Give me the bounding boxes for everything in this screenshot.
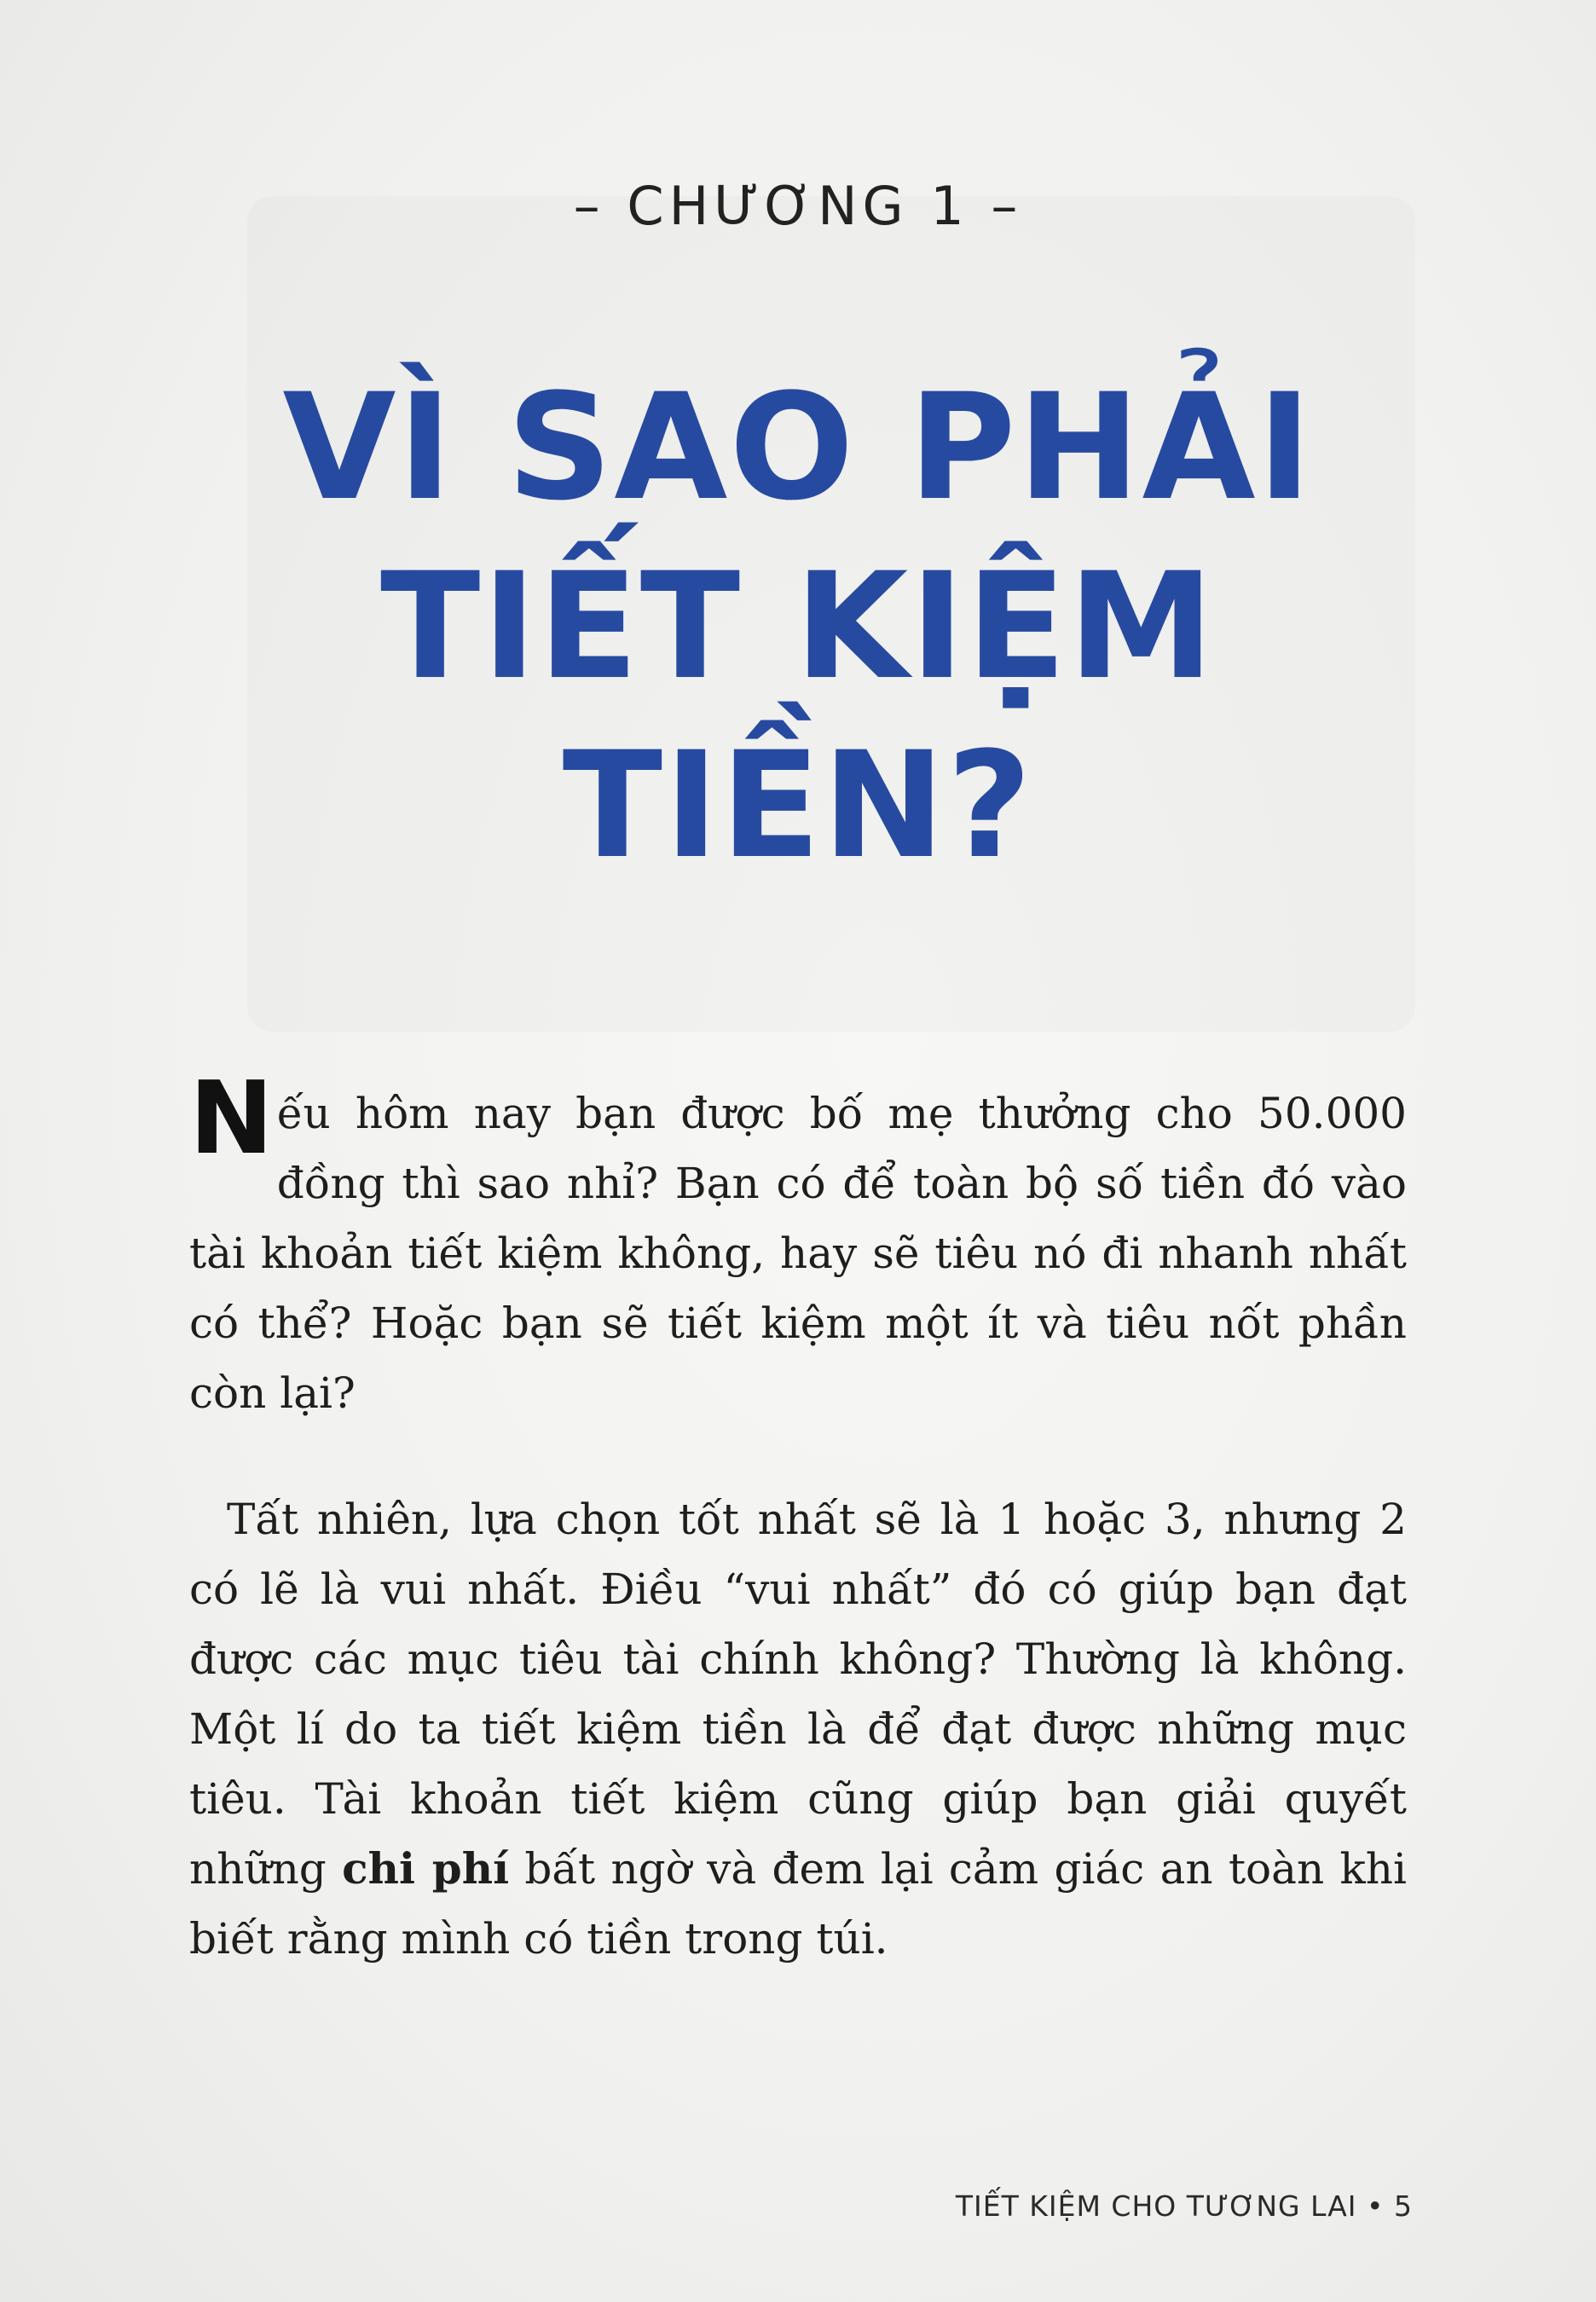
page-footer bbox=[956, 2189, 1413, 2223]
paragraph-2 bbox=[189, 1484, 1407, 1974]
page-number: 5 bbox=[1394, 2189, 1413, 2223]
footer-separator: • bbox=[1367, 2189, 1385, 2223]
paragraph-2-text-start: Tất nhiên, lựa chọn tốt nhất sẽ là 1 hoặc 3, nhưng 2 có lẽ là vui nhất. Điều “vui nhất” đó có giúp bạn đạt được các mục tiêu tài chính không? Thường là không. Một lí do ta tiết kiệm tiền là để đạt được những mục tiêu. Tài khoản tiết kiệm cũng giúp bạn giải quyết những bbox=[189, 1495, 1407, 1894]
bold-term: chi phí bbox=[342, 1843, 510, 1894]
paragraph-2-text-end: bất ngờ và đem lại cảm giác an toàn khi biết rằng mình có tiền trong túi. bbox=[189, 1844, 1407, 1964]
running-title: TIẾT KIỆM CHO TƯƠNG LAI bbox=[955, 2189, 1357, 2223]
chapter-label: – CHƯƠNG 1 – bbox=[573, 175, 1023, 237]
paragraph-1 bbox=[189, 1059, 1407, 1428]
chapter-title-line-2: TIẾT KIỆM bbox=[380, 541, 1216, 712]
paragraph-1-text: ếu hôm nay bạn được bố mẹ thưởng cho 50.000 đồng thì sao nhỉ? Bạn có để toàn bộ số tiền đó vào tài khoản tiết kiệm không, hay sẽ tiêu nó đi nhanh nhất có thể? Hoặc bạn sẽ tiết kiệm một ít và tiêu nốt phần còn lại? bbox=[189, 1089, 1407, 1418]
chapter-title-line-1: VÌ SAO PHẢI bbox=[282, 361, 1314, 533]
chapter-title bbox=[0, 358, 1596, 895]
body-text bbox=[189, 1059, 1407, 2030]
drop-cap: N bbox=[189, 1059, 274, 1177]
chapter-title-line-3: TIỀN? bbox=[562, 720, 1034, 891]
